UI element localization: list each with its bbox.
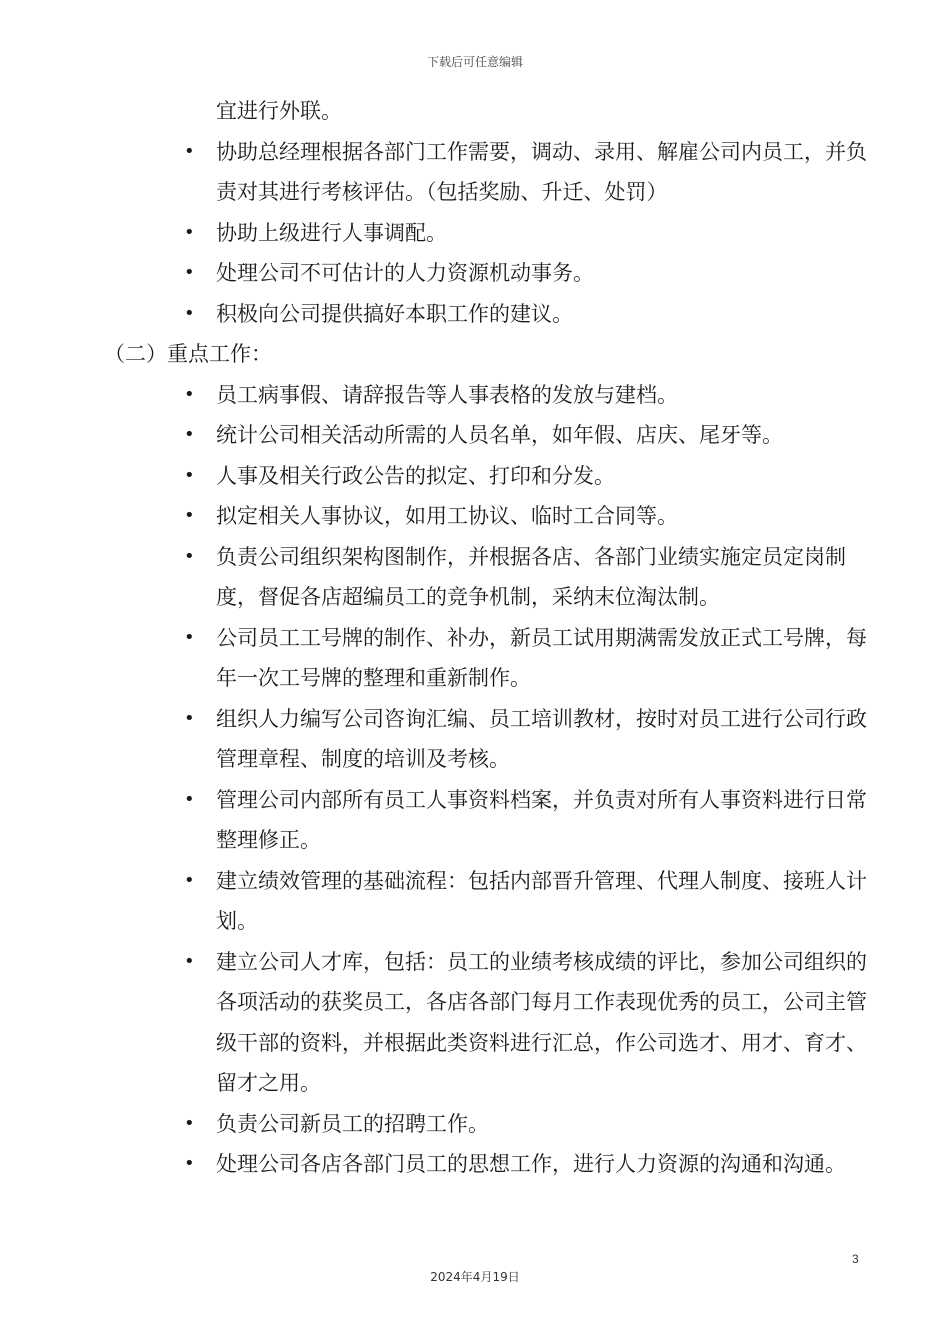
list-item: • 负责公司组织架构图制作，并根据各店、各部门业绩实施定员定岗制度，督促各店超编员工的竞争机制，采纳末位淘汰制。 [104, 537, 884, 618]
document-body [104, 91, 884, 1185]
list-item: • 管理公司内部所有员工人事资料档案，并负责对所有人事资料进行日常整理修正。 [104, 780, 884, 861]
list-item: • 处理公司不可估计的人力资源机动事务。 [104, 253, 884, 294]
list-item: • 建立公司人才库，包括：员工的业绩考核成绩的评比，参加公司组织的各项活动的获奖员工，各店各部门每月工作表现优秀的员工，公司主管级干部的资料，并根据此类资料进行汇总，作公司选才、用才、育才、留才之用。 [104, 942, 884, 1104]
list-item: • 处理公司各店各部门员工的思想工作，进行人力资源的沟通和沟通。 [104, 1144, 884, 1185]
list-item: • 组织人力编写公司咨询汇编、员工培训教材，按时对员工进行公司行政管理章程、制度的培训及考核。 [104, 699, 884, 780]
list-item: • 员工病事假、请辞报告等人事表格的发放与建档。 [104, 375, 884, 416]
list-item: • 建立绩效管理的基础流程：包括内部晋升管理、代理人制度、接班人计划。 [104, 861, 884, 942]
page-footer-date: 2024年4月19日 [430, 1270, 520, 1284]
page-number: 3 [852, 1252, 859, 1266]
page-header: 下载后可任意编辑 [426, 55, 523, 69]
list-item: • 协助总经理根据各部门工作需要，调动、录用、解雇公司内员工，并负责对其进行考核评估。（包括奖励、升迁、处罚） [104, 132, 884, 213]
list-item: • 公司员工工号牌的制作、补办，新员工试用期满需发放正式工号牌，每年一次工号牌的整理和重新制作。 [104, 618, 884, 699]
list-item: • 积极向公司提供搞好本职工作的建议。 [104, 294, 884, 335]
list-item: • 统计公司相关活动所需的人员名单，如年假、店庆、尾牙等。 [104, 415, 884, 456]
section-heading: （二）重点工作： [104, 342, 272, 366]
list-item: • 人事及相关行政公告的拟定、打印和分发。 [104, 456, 884, 497]
continuation-text: 宜进行外联。 [216, 99, 342, 123]
list-item: • 拟定相关人事协议，如用工协议、临时工合同等。 [104, 496, 884, 537]
list-item: • 协助上级进行人事调配。 [104, 213, 884, 254]
list-item: • 负责公司新员工的招聘工作。 [104, 1104, 884, 1145]
